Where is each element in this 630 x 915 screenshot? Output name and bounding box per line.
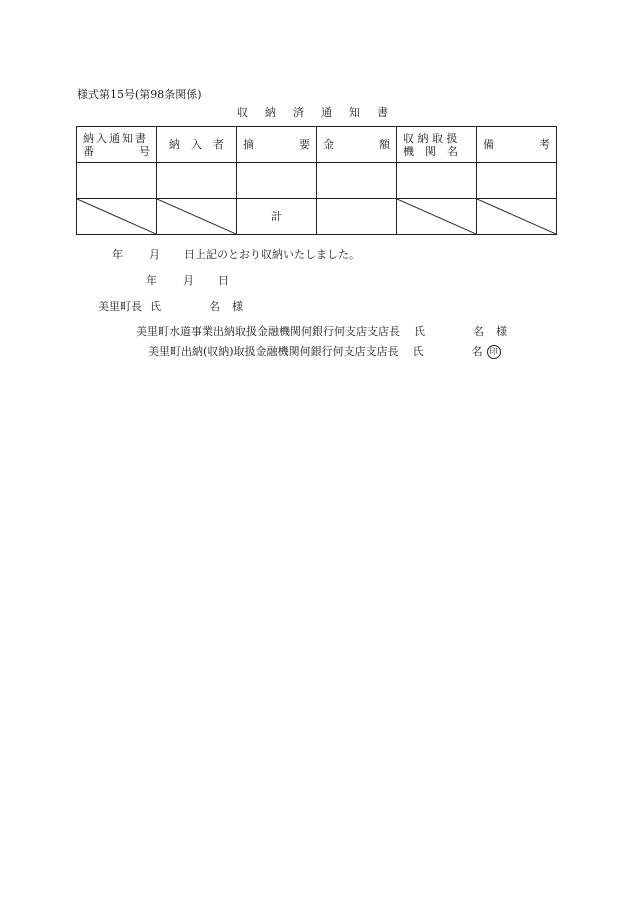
title-char: 済	[293, 106, 304, 119]
issuer-receiving-bank	[148, 343, 501, 359]
header-institution	[397, 127, 477, 163]
mayor-title: 美里町長	[98, 300, 142, 313]
confirm-text: 日上記のとおり収納いたしました。	[184, 248, 360, 261]
header-notice-number	[77, 127, 157, 163]
header-text: 考	[539, 138, 550, 151]
header-text: 金	[323, 138, 334, 151]
header-text: 額	[379, 138, 390, 151]
header-text: 番	[83, 144, 94, 158]
header-text: 摘	[243, 138, 254, 151]
diagonal-cell	[477, 199, 557, 235]
header-summary	[237, 127, 317, 163]
table-header-row	[77, 127, 557, 163]
title-char: 収	[237, 106, 248, 119]
header-notice-number-line2	[83, 145, 150, 158]
table-cell	[477, 163, 557, 199]
title-char: 納	[265, 106, 276, 119]
date-line	[146, 272, 229, 288]
document-title	[237, 104, 405, 120]
bank1-text: 美里町水道事業出納取扱金融機関何銀行何支店支店長	[136, 325, 400, 338]
payment-notice-table	[76, 126, 557, 235]
header-text: 要	[299, 138, 310, 151]
diagonal-line	[397, 199, 476, 234]
table-total-row	[77, 199, 557, 235]
mayor-mei: 名	[209, 300, 220, 313]
total-label: 計	[237, 199, 317, 235]
bank1-sama: 様	[496, 325, 507, 338]
title-char: 通	[321, 106, 332, 119]
date-year: 年	[146, 274, 157, 287]
table-cell	[317, 163, 397, 199]
bank2-text: 美里町出納(収納)取扱金融機関何銀行何支店支店長	[148, 345, 399, 358]
total-amount-cell	[317, 199, 397, 235]
table-cell	[237, 163, 317, 199]
header-remarks	[477, 127, 557, 163]
table-cell	[397, 163, 477, 199]
header-text: 号	[139, 144, 150, 158]
diagonal-cell	[77, 199, 157, 235]
addressee-mayor	[98, 298, 243, 314]
bank1-shi: 氏	[414, 325, 425, 338]
mayor-shi: 氏	[150, 300, 161, 313]
bank2-shi: 氏	[412, 345, 424, 358]
receipt-confirmation	[112, 246, 360, 262]
addressee-waterworks-bank	[136, 323, 507, 339]
diagonal-cell	[397, 199, 477, 235]
mayor-sama: 様	[232, 300, 243, 313]
title-char: 書	[377, 106, 388, 119]
confirm-month: 月	[149, 248, 160, 261]
diagonal-line	[157, 199, 236, 234]
seal-icon: 印	[487, 345, 501, 359]
date-month: 月	[183, 274, 194, 287]
diagonal-cell	[157, 199, 237, 235]
title-char: 知	[349, 106, 360, 119]
confirm-year: 年	[112, 248, 123, 261]
header-text: 備	[483, 138, 494, 151]
bank2-mei: 名	[471, 345, 483, 358]
diagonal-line	[477, 199, 556, 234]
date-day: 日	[218, 274, 229, 287]
table-cell	[77, 163, 157, 199]
bank1-mei: 名	[473, 325, 484, 338]
form-label: 様式第15号(第98条関係)	[77, 88, 202, 101]
diagonal-line	[77, 199, 156, 234]
header-notice-number-line1: 納入通知書	[83, 131, 148, 145]
header-amount	[317, 127, 397, 163]
header-institution-line1: 収 納 取 扱	[403, 131, 458, 145]
header-institution-line2: 機 関 名	[403, 144, 458, 158]
table-cell	[157, 163, 237, 199]
header-payer: 納 入 者	[157, 127, 237, 163]
table-row	[77, 163, 557, 199]
